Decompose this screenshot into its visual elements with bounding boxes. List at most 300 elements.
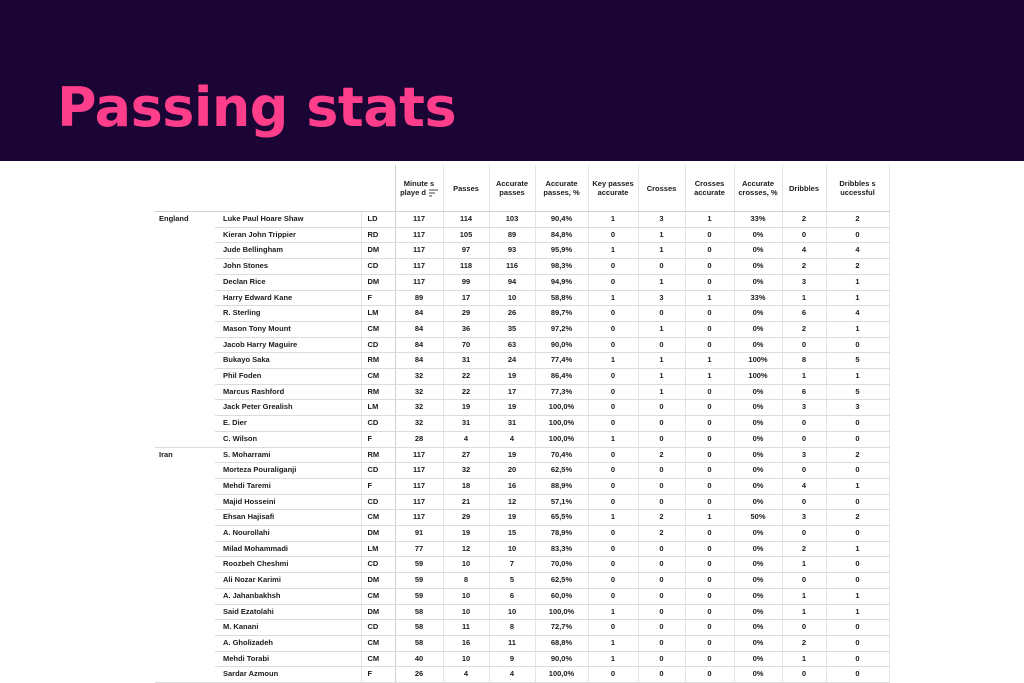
table-row[interactable] <box>155 353 889 369</box>
stat-cell: 28 <box>395 431 443 447</box>
stat-cell: 1 <box>588 212 638 228</box>
stat-cell: 58 <box>395 635 443 651</box>
stat-cell: 10 <box>443 557 489 573</box>
header-team-blank <box>155 165 215 212</box>
position-cell: LD <box>361 212 395 228</box>
stat-cell: 0 <box>638 604 685 620</box>
stat-cell: 4 <box>826 306 889 322</box>
stat-cell: 16 <box>443 635 489 651</box>
stat-cell: 86,4% <box>535 369 588 385</box>
stat-cell: 0 <box>685 384 734 400</box>
column-header-6[interactable] <box>685 165 734 212</box>
stat-cell: 0% <box>734 384 782 400</box>
table-row[interactable] <box>155 431 889 447</box>
player-name-cell: Jacob Harry Maguire <box>215 337 361 353</box>
stat-cell: 100,0% <box>535 431 588 447</box>
player-name-cell: Luke Paul Hoare Shaw <box>215 212 361 228</box>
stat-cell: 0% <box>734 431 782 447</box>
position-cell: RD <box>361 227 395 243</box>
stat-cell: 0 <box>588 494 638 510</box>
column-header-8[interactable] <box>782 165 826 212</box>
stat-cell: 1 <box>638 353 685 369</box>
stat-cell: 90,4% <box>535 212 588 228</box>
stat-cell: 4 <box>782 478 826 494</box>
stat-cell: 0 <box>826 573 889 589</box>
stat-cell: 0% <box>734 635 782 651</box>
stat-cell: 100,0% <box>535 667 588 683</box>
table-row[interactable] <box>155 526 889 542</box>
stat-cell: 2 <box>638 510 685 526</box>
stat-cell: 31 <box>443 416 489 432</box>
position-cell: CD <box>361 416 395 432</box>
team-cell <box>155 620 215 636</box>
stat-cell: 0 <box>588 557 638 573</box>
stat-cell: 10 <box>443 651 489 667</box>
stat-cell: 26 <box>395 667 443 683</box>
stat-cell: 40 <box>395 651 443 667</box>
column-header-5[interactable] <box>638 165 685 212</box>
stat-cell: 0 <box>782 227 826 243</box>
table-row[interactable] <box>155 212 889 228</box>
stat-cell: 19 <box>443 526 489 542</box>
stat-cell: 0 <box>588 541 638 557</box>
player-name-cell: C. Wilson <box>215 431 361 447</box>
stat-cell: 1 <box>826 290 889 306</box>
stat-cell: 10 <box>489 541 535 557</box>
stat-cell: 105 <box>443 227 489 243</box>
stat-cell: 78,9% <box>535 526 588 542</box>
table-row[interactable] <box>155 541 889 557</box>
stat-cell: 20 <box>489 463 535 479</box>
stat-cell: 1 <box>782 290 826 306</box>
table-row[interactable] <box>155 494 889 510</box>
stat-cell: 19 <box>489 400 535 416</box>
stat-cell: 0 <box>685 447 734 463</box>
table-row[interactable] <box>155 227 889 243</box>
position-cell: DM <box>361 604 395 620</box>
table-row[interactable] <box>155 463 889 479</box>
stat-cell: 0 <box>588 321 638 337</box>
stat-cell: 0 <box>685 259 734 275</box>
position-cell: DM <box>361 573 395 589</box>
team-cell <box>155 400 215 416</box>
stat-cell: 18 <box>443 478 489 494</box>
stat-cell: 21 <box>443 494 489 510</box>
stat-cell: 62,5% <box>535 463 588 479</box>
stat-cell: 94 <box>489 274 535 290</box>
player-name-cell: R. Sterling <box>215 306 361 322</box>
position-cell: CD <box>361 557 395 573</box>
player-name-cell: Phil Foden <box>215 369 361 385</box>
column-header-label: Accurate passes, % <box>543 179 580 197</box>
stat-cell: 29 <box>443 510 489 526</box>
column-header-label: Minute s playe d <box>400 178 435 197</box>
position-cell: F <box>361 431 395 447</box>
team-cell <box>155 478 215 494</box>
page-title: Passing stats <box>57 76 457 139</box>
column-header-9[interactable] <box>826 165 889 212</box>
stat-cell: 4 <box>443 431 489 447</box>
stat-cell: 19 <box>443 400 489 416</box>
stat-cell: 1 <box>588 604 638 620</box>
stat-cell: 93 <box>489 243 535 259</box>
stat-cell: 1 <box>826 321 889 337</box>
stat-cell: 2 <box>782 212 826 228</box>
player-name-cell: Ali Nozar Karimi <box>215 573 361 589</box>
stat-cell: 3 <box>826 400 889 416</box>
stat-cell: 32 <box>395 416 443 432</box>
column-header-label: Accurate passes <box>495 179 529 197</box>
header-banner <box>0 0 1024 161</box>
stat-cell: 0 <box>588 227 638 243</box>
stat-cell: 0 <box>685 651 734 667</box>
player-name-cell: Sardar Azmoun <box>215 667 361 683</box>
table-row[interactable] <box>155 651 889 667</box>
stat-cell: 59 <box>395 573 443 589</box>
team-cell <box>155 227 215 243</box>
stat-cell: 0 <box>588 384 638 400</box>
stat-cell: 22 <box>443 369 489 385</box>
table-row[interactable] <box>155 337 889 353</box>
stat-cell: 1 <box>685 212 734 228</box>
stat-cell: 70,0% <box>535 557 588 573</box>
stat-cell: 4 <box>489 667 535 683</box>
table-header-row <box>155 165 889 212</box>
stat-cell: 117 <box>395 243 443 259</box>
stat-cell: 0 <box>826 227 889 243</box>
table-row[interactable] <box>155 510 889 526</box>
stat-cell: 12 <box>443 541 489 557</box>
stat-cell: 0 <box>638 306 685 322</box>
player-name-cell: Said Ezatolahi <box>215 604 361 620</box>
table-row[interactable] <box>155 290 889 306</box>
stat-cell: 0 <box>638 416 685 432</box>
stat-cell: 0 <box>826 667 889 683</box>
table-row[interactable] <box>155 635 889 651</box>
stat-cell: 35 <box>489 321 535 337</box>
table-row[interactable] <box>155 306 889 322</box>
column-header-label: Passes <box>453 183 479 193</box>
stat-cell: 32 <box>395 369 443 385</box>
position-cell: CD <box>361 620 395 636</box>
player-name-cell: Harry Edward Kane <box>215 290 361 306</box>
player-name-cell: S. Moharrami <box>215 447 361 463</box>
stat-cell: 0 <box>782 526 826 542</box>
player-name-cell: Majid Hosseini <box>215 494 361 510</box>
stat-cell: 98,3% <box>535 259 588 275</box>
team-cell <box>155 321 215 337</box>
stat-cell: 31 <box>489 416 535 432</box>
stat-cell: 2 <box>826 212 889 228</box>
stat-cell: 0 <box>826 494 889 510</box>
table-row[interactable] <box>155 384 889 400</box>
stat-cell: 10 <box>489 290 535 306</box>
stat-cell: 17 <box>443 290 489 306</box>
stat-cell: 0 <box>588 478 638 494</box>
table-row[interactable] <box>155 259 889 275</box>
stat-cell: 114 <box>443 212 489 228</box>
stat-cell: 3 <box>782 400 826 416</box>
team-cell: Iran <box>159 449 173 459</box>
position-cell: RM <box>361 447 395 463</box>
stat-cell: 99 <box>443 274 489 290</box>
team-cell <box>155 526 215 542</box>
stat-cell: 0 <box>685 557 734 573</box>
stat-cell: 89 <box>395 290 443 306</box>
table-row[interactable] <box>155 588 889 604</box>
passing-stats-table-container <box>155 165 889 683</box>
stat-cell: 0 <box>638 494 685 510</box>
stat-cell: 0% <box>734 416 782 432</box>
table-row[interactable] <box>155 416 889 432</box>
stat-cell: 0 <box>685 227 734 243</box>
stat-cell: 2 <box>782 635 826 651</box>
stat-cell: 1 <box>685 353 734 369</box>
table-row[interactable] <box>155 400 889 416</box>
stat-cell: 0 <box>638 667 685 683</box>
stat-cell: 6 <box>782 384 826 400</box>
stat-cell: 11 <box>443 620 489 636</box>
player-name-cell: Roozbeh Cheshmi <box>215 557 361 573</box>
team-cell <box>155 274 215 290</box>
stat-cell: 77,3% <box>535 384 588 400</box>
team-cell <box>155 416 215 432</box>
stat-cell: 0 <box>638 588 685 604</box>
stat-cell: 0 <box>638 337 685 353</box>
stat-cell: 0 <box>638 557 685 573</box>
team-cell <box>155 369 215 385</box>
stat-cell: 0 <box>638 541 685 557</box>
stat-cell: 90,0% <box>535 337 588 353</box>
stat-cell: 0% <box>734 400 782 416</box>
stat-cell: 0 <box>588 463 638 479</box>
table-row[interactable] <box>155 667 889 683</box>
table-row[interactable] <box>155 274 889 290</box>
column-header-label: Accurate crosses, % <box>738 179 778 197</box>
stat-cell: 0 <box>685 604 734 620</box>
player-name-cell: A. Nourollahi <box>215 526 361 542</box>
stat-cell: 33% <box>734 290 782 306</box>
stat-cell: 1 <box>782 588 826 604</box>
team-cell: England <box>159 214 189 224</box>
stat-cell: 68,8% <box>535 635 588 651</box>
table-row[interactable] <box>155 604 889 620</box>
stat-cell: 84,8% <box>535 227 588 243</box>
stat-cell: 26 <box>489 306 535 322</box>
stat-cell: 58 <box>395 604 443 620</box>
stat-cell: 1 <box>782 557 826 573</box>
table-row[interactable] <box>155 447 889 463</box>
passing-stats-table <box>155 165 890 683</box>
stat-cell: 0 <box>638 635 685 651</box>
player-name-cell: M. Kanani <box>215 620 361 636</box>
stat-cell: 0% <box>734 573 782 589</box>
position-cell: LM <box>361 400 395 416</box>
stat-cell: 5 <box>489 573 535 589</box>
stat-cell: 3 <box>638 212 685 228</box>
player-name-cell: Mason Tony Mount <box>215 321 361 337</box>
stat-cell: 10 <box>443 588 489 604</box>
stat-cell: 15 <box>489 526 535 542</box>
stat-cell: 0 <box>685 667 734 683</box>
column-header-4[interactable] <box>588 165 638 212</box>
stat-cell: 88,9% <box>535 478 588 494</box>
table-row[interactable] <box>155 321 889 337</box>
team-cell <box>155 557 215 573</box>
stat-cell: 24 <box>489 353 535 369</box>
stat-cell: 0% <box>734 227 782 243</box>
stat-cell: 3 <box>782 274 826 290</box>
column-header-3[interactable] <box>535 165 588 212</box>
stat-cell: 0% <box>734 620 782 636</box>
position-cell: CM <box>361 510 395 526</box>
team-cell <box>155 667 215 683</box>
player-name-cell: Jude Bellingham <box>215 243 361 259</box>
player-name-cell: E. Dier <box>215 416 361 432</box>
table-row[interactable] <box>155 620 889 636</box>
stat-cell: 1 <box>782 604 826 620</box>
stat-cell: 84 <box>395 321 443 337</box>
sort-lines-icon[interactable] <box>429 189 438 197</box>
stat-cell: 0 <box>685 243 734 259</box>
stat-cell: 0 <box>782 337 826 353</box>
stat-cell: 0 <box>588 337 638 353</box>
player-name-cell: A. Gholizadeh <box>215 635 361 651</box>
stat-cell: 0 <box>685 588 734 604</box>
team-cell <box>155 306 215 322</box>
stat-cell: 0 <box>782 573 826 589</box>
table-row[interactable] <box>155 478 889 494</box>
stat-cell: 95,9% <box>535 243 588 259</box>
position-cell: LM <box>361 541 395 557</box>
position-cell: F <box>361 290 395 306</box>
column-header-label: Key passes accurate <box>592 179 634 197</box>
stat-cell: 1 <box>826 369 889 385</box>
stat-cell: 84 <box>395 306 443 322</box>
stat-cell: 36 <box>443 321 489 337</box>
stat-cell: 4 <box>826 243 889 259</box>
stat-cell: 0% <box>734 588 782 604</box>
stat-cell: 72,7% <box>535 620 588 636</box>
column-header-7[interactable] <box>734 165 782 212</box>
stat-cell: 117 <box>395 227 443 243</box>
stat-cell: 0 <box>826 557 889 573</box>
table-row[interactable] <box>155 557 889 573</box>
position-cell: DM <box>361 243 395 259</box>
stat-cell: 10 <box>443 604 489 620</box>
stat-cell: 1 <box>588 510 638 526</box>
stat-cell: 0 <box>685 337 734 353</box>
position-cell: CM <box>361 369 395 385</box>
position-cell: RM <box>361 353 395 369</box>
stat-cell: 116 <box>489 259 535 275</box>
stat-cell: 0 <box>588 400 638 416</box>
stat-cell: 0 <box>782 431 826 447</box>
stat-cell: 89,7% <box>535 306 588 322</box>
table-row[interactable] <box>155 243 889 259</box>
stat-cell: 9 <box>489 651 535 667</box>
stat-cell: 100% <box>734 369 782 385</box>
team-cell <box>155 463 215 479</box>
stat-cell: 32 <box>395 384 443 400</box>
stat-cell: 4 <box>782 243 826 259</box>
team-cell <box>155 384 215 400</box>
column-header-label: Dribbles s uccessful <box>839 179 876 197</box>
stat-cell: 0% <box>734 651 782 667</box>
stat-cell: 0 <box>826 337 889 353</box>
player-name-cell: Marcus Rashford <box>215 384 361 400</box>
stat-cell: 97 <box>443 243 489 259</box>
stat-cell: 0 <box>588 667 638 683</box>
stat-cell: 0 <box>638 431 685 447</box>
team-cell <box>155 259 215 275</box>
stat-cell: 1 <box>782 369 826 385</box>
column-header-2[interactable] <box>489 165 535 212</box>
stat-cell: 100,0% <box>535 416 588 432</box>
column-header-0[interactable] <box>395 165 443 212</box>
stat-cell: 0 <box>685 463 734 479</box>
team-cell <box>155 635 215 651</box>
player-name-cell: John Stones <box>215 259 361 275</box>
stat-cell: 0 <box>826 526 889 542</box>
stat-cell: 0 <box>826 635 889 651</box>
stat-cell: 60,0% <box>535 588 588 604</box>
stat-cell: 0 <box>588 526 638 542</box>
stat-cell: 3 <box>638 290 685 306</box>
stat-cell: 59 <box>395 557 443 573</box>
stat-cell: 0 <box>638 573 685 589</box>
stat-cell: 1 <box>685 290 734 306</box>
stat-cell: 0 <box>588 588 638 604</box>
stat-cell: 100,0% <box>535 604 588 620</box>
table-row[interactable] <box>155 369 889 385</box>
stat-cell: 0 <box>588 259 638 275</box>
stat-cell: 0 <box>638 463 685 479</box>
stat-cell: 94,9% <box>535 274 588 290</box>
player-name-cell: A. Jahanbakhsh <box>215 588 361 604</box>
stat-cell: 89 <box>489 227 535 243</box>
player-name-cell: Mehdi Taremi <box>215 478 361 494</box>
position-cell: RM <box>361 384 395 400</box>
stat-cell: 33% <box>734 212 782 228</box>
column-header-1[interactable] <box>443 165 489 212</box>
stat-cell: 1 <box>588 651 638 667</box>
stat-cell: 63 <box>489 337 535 353</box>
stat-cell: 22 <box>443 384 489 400</box>
team-cell <box>155 541 215 557</box>
position-cell: F <box>361 478 395 494</box>
stat-cell: 0 <box>685 400 734 416</box>
stat-cell: 0 <box>588 369 638 385</box>
stat-cell: 2 <box>782 321 826 337</box>
position-cell: CM <box>361 588 395 604</box>
table-row[interactable] <box>155 573 889 589</box>
column-header-label: Crosses accurate <box>694 179 725 197</box>
stat-cell: 5 <box>826 353 889 369</box>
stat-cell: 0% <box>734 604 782 620</box>
stat-cell: 58 <box>395 620 443 636</box>
player-name-cell: Bukayo Saka <box>215 353 361 369</box>
stat-cell: 117 <box>395 494 443 510</box>
stat-cell: 6 <box>489 588 535 604</box>
stat-cell: 117 <box>395 212 443 228</box>
stat-cell: 0 <box>588 306 638 322</box>
stat-cell: 32 <box>395 400 443 416</box>
stat-cell: 0% <box>734 274 782 290</box>
position-cell: CM <box>361 321 395 337</box>
stat-cell: 1 <box>638 384 685 400</box>
stat-cell: 0% <box>734 526 782 542</box>
